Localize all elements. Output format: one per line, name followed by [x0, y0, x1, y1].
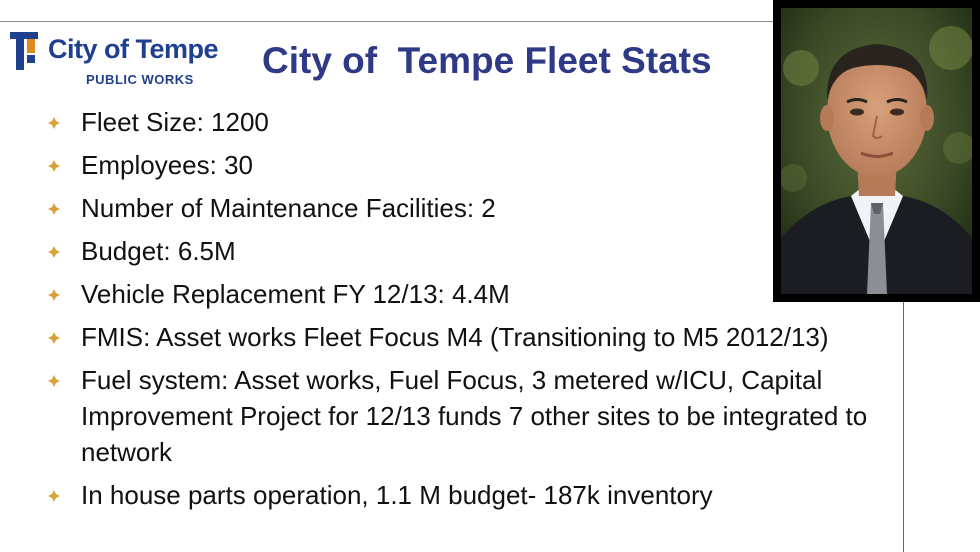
top-divider — [0, 21, 780, 22]
list-item — [40, 190, 870, 226]
list-item-text: Fleet Size: 1200 — [81, 107, 269, 137]
list-item-text: Employees: 30 — [81, 150, 253, 180]
list-item — [40, 233, 870, 269]
list-item-text: Number of Maintenance Facilities: 2 — [81, 193, 496, 223]
list-item — [40, 104, 870, 140]
list-item-text: Fuel system: Asset works, Fuel Focus, 3 metered w/ICU, Capital Improvement Project for 12/13 funds 7 other sites to be integrated to network — [81, 365, 868, 467]
diamond-bullet-icon — [48, 490, 60, 502]
tempe-logo-icon — [10, 32, 40, 72]
list-item — [40, 319, 870, 355]
list-item — [40, 477, 870, 513]
right-divider — [903, 300, 904, 552]
list-item-text: In house parts operation, 1.1 M budget- 187k inventory — [81, 480, 713, 510]
logo-department: PUBLIC WORKS — [86, 72, 194, 87]
city-of-tempe-logo — [8, 28, 240, 90]
diamond-bullet-icon — [48, 289, 60, 301]
logo-name: City of Tempe — [48, 34, 219, 64]
diamond-bullet-icon — [48, 160, 60, 172]
diamond-bullet-icon — [48, 203, 60, 215]
diamond-bullet-icon — [48, 246, 60, 258]
diamond-bullet-icon — [48, 375, 60, 387]
list-item — [40, 362, 870, 470]
person-portrait — [781, 8, 972, 294]
diamond-bullet-icon — [48, 117, 60, 129]
diamond-bullet-icon — [48, 332, 60, 344]
list-item — [40, 147, 870, 183]
list-item-text: FMIS: Asset works Fleet Focus M4 (Transitioning to M5 2012/13) — [81, 322, 829, 352]
portrait-frame — [773, 0, 980, 302]
slide-title: City of Tempe Fleet Stats — [262, 40, 712, 81]
list-item-text: Budget: 6.5M — [81, 236, 236, 266]
fleet-stats-list — [40, 104, 870, 520]
list-item-text: Vehicle Replacement FY 12/13: 4.4M — [81, 279, 510, 309]
list-item — [40, 276, 870, 312]
